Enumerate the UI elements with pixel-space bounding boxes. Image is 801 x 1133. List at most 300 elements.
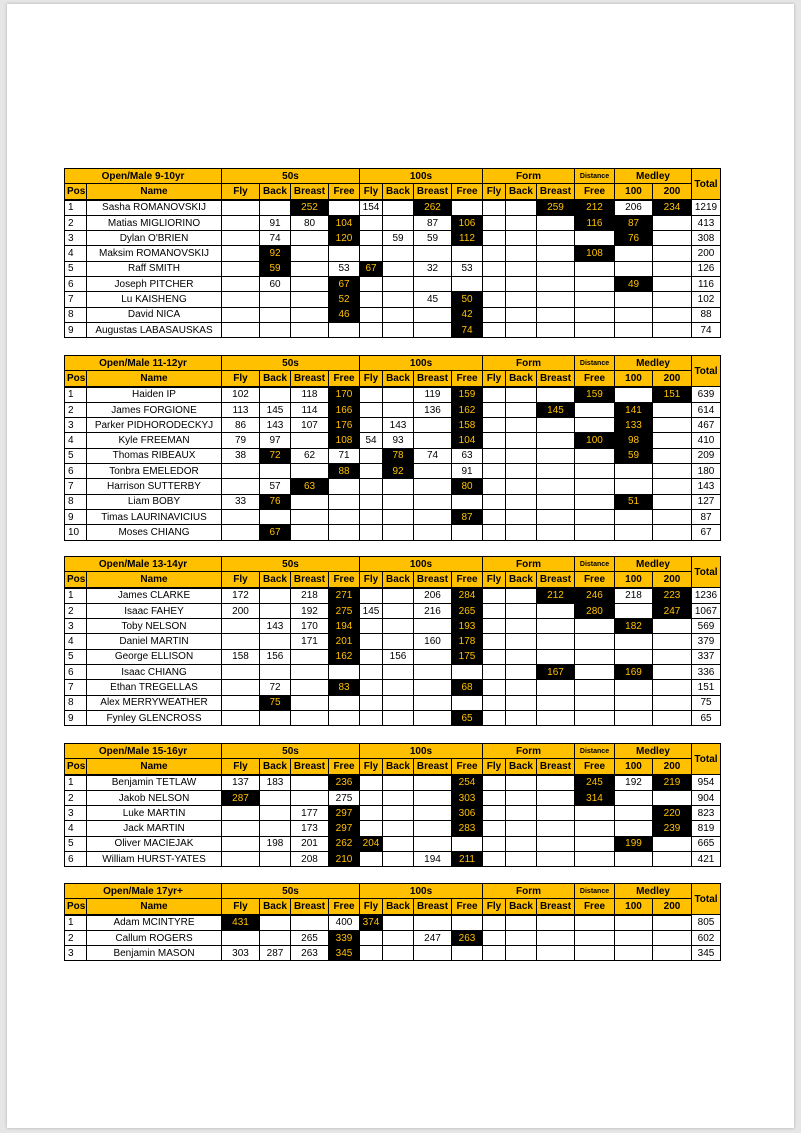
column-header: Fly: [222, 572, 260, 588]
best-score-cell: 116: [575, 215, 615, 230]
score-cell: 145: [360, 603, 383, 618]
score-cell: [615, 915, 653, 931]
score-cell: 206: [615, 200, 653, 216]
total-cell: 200: [692, 246, 721, 261]
best-score-cell: 211: [452, 852, 483, 867]
score-cell: [537, 277, 575, 292]
group-header: Distance: [575, 169, 615, 184]
score-cell: [506, 292, 537, 307]
score-cell: [615, 307, 653, 322]
score-cell: [537, 433, 575, 448]
total-header: Total: [692, 744, 721, 775]
table-row: [65, 215, 721, 230]
score-cell: 192: [291, 603, 329, 618]
score-cell: [506, 790, 537, 805]
pos-cell: 7: [65, 680, 87, 695]
score-cell: [260, 915, 291, 931]
score-cell: [383, 852, 414, 867]
score-cell: 119: [414, 387, 452, 403]
column-header: Fly: [222, 899, 260, 915]
best-score-cell: 254: [452, 775, 483, 791]
pos-cell: 1: [65, 915, 87, 931]
score-cell: [537, 915, 575, 931]
score-cell: [222, 277, 260, 292]
column-header: Fly: [222, 184, 260, 200]
score-cell: 198: [260, 836, 291, 851]
score-cell: [360, 634, 383, 649]
score-cell: [291, 322, 329, 337]
score-cell: [653, 494, 692, 509]
score-cell: [575, 261, 615, 276]
score-cell: [483, 852, 506, 867]
score-cell: [575, 292, 615, 307]
score-cell: [222, 821, 260, 836]
column-header: Free: [329, 184, 360, 200]
column-header-row: [65, 371, 721, 387]
score-cell: [383, 402, 414, 417]
column-header: Back: [506, 184, 537, 200]
score-cell: [360, 946, 383, 961]
score-cell: [222, 464, 260, 479]
score-cell: 303: [222, 946, 260, 961]
score-cell: [653, 634, 692, 649]
column-header: Breast: [291, 572, 329, 588]
group-header: Form: [483, 557, 575, 572]
score-cell: [414, 246, 452, 261]
score-cell: [383, 588, 414, 604]
score-cell: [383, 387, 414, 403]
score-cell: 156: [383, 649, 414, 664]
score-cell: [414, 649, 452, 664]
column-header-row: [65, 184, 721, 200]
score-cell: [506, 665, 537, 680]
best-score-cell: 178: [452, 634, 483, 649]
column-header: Fly: [360, 572, 383, 588]
section-title: Open/Male 11-12yr: [65, 356, 222, 371]
score-cell: [329, 525, 360, 540]
pos-cell: 4: [65, 246, 87, 261]
score-cell: 32: [414, 261, 452, 276]
score-cell: [575, 710, 615, 725]
column-header-row: [65, 572, 721, 588]
column-header: Free: [452, 371, 483, 387]
total-cell: 1236: [692, 588, 721, 604]
score-cell: [452, 915, 483, 931]
score-cell: [653, 619, 692, 634]
score-cell: [329, 509, 360, 524]
table-row: [65, 231, 721, 246]
score-cell: 287: [260, 946, 291, 961]
score-cell: 107: [291, 418, 329, 433]
column-header: Breast: [414, 759, 452, 775]
column-header: Back: [383, 184, 414, 200]
name-cell: Harrison SUTTERBY: [87, 479, 222, 494]
score-cell: [483, 710, 506, 725]
score-cell: [537, 448, 575, 463]
score-cell: [383, 836, 414, 851]
score-cell: [483, 307, 506, 322]
score-cell: [360, 509, 383, 524]
group-header-row: [65, 356, 721, 371]
best-score-cell: 65: [452, 710, 483, 725]
score-cell: 114: [291, 402, 329, 417]
group-header: 100s: [360, 744, 483, 759]
pos-header: Pos: [65, 371, 87, 387]
column-header: Fly: [360, 759, 383, 775]
score-cell: [483, 479, 506, 494]
best-score-cell: 98: [615, 433, 653, 448]
score-cell: 80: [291, 215, 329, 230]
section-title: Open/Male 13-14yr: [65, 557, 222, 572]
score-cell: [537, 710, 575, 725]
score-cell: [360, 402, 383, 417]
score-cell: [260, 806, 291, 821]
best-score-cell: 141: [615, 402, 653, 417]
column-header: Free: [452, 184, 483, 200]
score-cell: [260, 930, 291, 945]
total-cell: 336: [692, 665, 721, 680]
best-score-cell: 239: [653, 821, 692, 836]
score-cell: [222, 307, 260, 322]
group-header-row: [65, 169, 721, 184]
score-cell: [506, 680, 537, 695]
table-row: [65, 387, 721, 403]
score-cell: [575, 231, 615, 246]
name-cell: Isaac FAHEY: [87, 603, 222, 618]
score-cell: [575, 946, 615, 961]
pos-cell: 4: [65, 433, 87, 448]
score-cell: [360, 806, 383, 821]
score-cell: [414, 680, 452, 695]
score-cell: [506, 215, 537, 230]
table-row: [65, 680, 721, 695]
name-cell: James FORGIONE: [87, 402, 222, 417]
score-cell: [260, 387, 291, 403]
score-cell: [615, 946, 653, 961]
column-header: Breast: [537, 371, 575, 387]
table-row: [65, 322, 721, 337]
score-cell: [653, 464, 692, 479]
score-cell: [615, 649, 653, 664]
pos-cell: 8: [65, 695, 87, 710]
table-row: [65, 634, 721, 649]
score-cell: [653, 292, 692, 307]
score-cell: [537, 231, 575, 246]
score-cell: [222, 680, 260, 695]
column-header: Breast: [291, 184, 329, 200]
score-cell: [414, 509, 452, 524]
best-score-cell: 212: [537, 588, 575, 604]
score-cell: [291, 277, 329, 292]
table-row: [65, 525, 721, 540]
score-cell: [360, 418, 383, 433]
score-cell: [537, 479, 575, 494]
score-cell: [537, 806, 575, 821]
best-score-cell: 67: [260, 525, 291, 540]
score-cell: [506, 836, 537, 851]
score-cell: 102: [222, 387, 260, 403]
column-header: Breast: [291, 759, 329, 775]
score-cell: [291, 695, 329, 710]
total-cell: 151: [692, 680, 721, 695]
score-cell: [452, 695, 483, 710]
name-cell: Haiden IP: [87, 387, 222, 403]
score-cell: [483, 619, 506, 634]
pos-cell: 5: [65, 836, 87, 851]
total-cell: 308: [692, 231, 721, 246]
total-cell: 413: [692, 215, 721, 230]
column-header: Fly: [360, 371, 383, 387]
score-cell: [653, 695, 692, 710]
best-score-cell: 87: [615, 215, 653, 230]
score-cell: [615, 479, 653, 494]
score-cell: [653, 231, 692, 246]
score-cell: [537, 387, 575, 403]
score-cell: [506, 930, 537, 945]
score-cell: [575, 852, 615, 867]
section-title: Open/Male 9-10yr: [65, 169, 222, 184]
best-score-cell: 87: [452, 509, 483, 524]
best-score-cell: 303: [452, 790, 483, 805]
total-cell: 602: [692, 930, 721, 945]
score-cell: [506, 806, 537, 821]
column-header: Free: [452, 572, 483, 588]
score-cell: [537, 946, 575, 961]
column-header: Breast: [414, 371, 452, 387]
best-score-cell: 76: [260, 494, 291, 509]
table-row: [65, 649, 721, 664]
pos-cell: 4: [65, 821, 87, 836]
score-cell: [260, 307, 291, 322]
score-cell: [452, 494, 483, 509]
pos-cell: 5: [65, 649, 87, 664]
best-score-cell: 76: [615, 231, 653, 246]
group-header: Medley: [615, 744, 692, 759]
best-score-cell: 234: [653, 200, 692, 216]
score-cell: [222, 710, 260, 725]
best-score-cell: 271: [329, 588, 360, 604]
name-cell: Augustas LABASAUSKAS: [87, 322, 222, 337]
pos-cell: 3: [65, 806, 87, 821]
score-cell: [506, 821, 537, 836]
name-cell: Callum ROGERS: [87, 930, 222, 945]
score-cell: [483, 603, 506, 618]
best-score-cell: 63: [291, 479, 329, 494]
score-cell: [383, 246, 414, 261]
total-cell: 569: [692, 619, 721, 634]
score-cell: [291, 307, 329, 322]
pos-cell: 8: [65, 307, 87, 322]
group-header: Medley: [615, 557, 692, 572]
column-header: Back: [383, 759, 414, 775]
score-cell: [483, 525, 506, 540]
score-cell: [506, 246, 537, 261]
score-cell: [537, 509, 575, 524]
best-score-cell: 51: [615, 494, 653, 509]
name-cell: Sasha ROMANOVSKIJ: [87, 200, 222, 216]
score-cell: [575, 665, 615, 680]
best-score-cell: 287: [222, 790, 260, 805]
best-score-cell: 182: [615, 619, 653, 634]
name-cell: Matias MIGLIORINO: [87, 215, 222, 230]
total-cell: 65: [692, 710, 721, 725]
best-score-cell: 212: [575, 200, 615, 216]
name-cell: Adam MCINTYRE: [87, 915, 222, 931]
total-cell: 88: [692, 307, 721, 322]
score-cell: [506, 915, 537, 931]
pos-cell: 7: [65, 292, 87, 307]
total-cell: 143: [692, 479, 721, 494]
score-cell: 156: [260, 649, 291, 664]
table-row: [65, 307, 721, 322]
score-cell: 143: [383, 418, 414, 433]
score-cell: [414, 695, 452, 710]
score-cell: [222, 806, 260, 821]
group-header: Medley: [615, 356, 692, 371]
score-cell: [615, 525, 653, 540]
total-cell: 410: [692, 433, 721, 448]
pos-cell: 2: [65, 790, 87, 805]
score-cell: [222, 292, 260, 307]
column-header: 200: [653, 899, 692, 915]
score-cell: [360, 588, 383, 604]
score-cell: [360, 680, 383, 695]
pos-cell: 1: [65, 200, 87, 216]
score-cell: [329, 494, 360, 509]
column-header: 100: [615, 184, 653, 200]
best-score-cell: 162: [452, 402, 483, 417]
group-header: 50s: [222, 557, 360, 572]
score-cell: 74: [260, 231, 291, 246]
table-row: [65, 433, 721, 448]
total-cell: 467: [692, 418, 721, 433]
score-cell: [360, 821, 383, 836]
score-cell: 192: [615, 775, 653, 791]
group-header: 50s: [222, 356, 360, 371]
score-cell: [506, 710, 537, 725]
score-cell: [291, 292, 329, 307]
score-cell: [506, 509, 537, 524]
score-cell: [383, 479, 414, 494]
score-cell: [260, 852, 291, 867]
score-cell: [483, 246, 506, 261]
name-cell: Ethan TREGELLAS: [87, 680, 222, 695]
score-cell: [653, 649, 692, 664]
score-cell: [222, 509, 260, 524]
name-cell: Benjamin TETLAW: [87, 775, 222, 791]
score-cell: [653, 322, 692, 337]
best-score-cell: 104: [329, 215, 360, 230]
score-cell: [537, 852, 575, 867]
score-cell: 86: [222, 418, 260, 433]
score-cell: [222, 246, 260, 261]
score-cell: [483, 695, 506, 710]
name-cell: Daniel MARTIN: [87, 634, 222, 649]
name-cell: Oliver MACIEJAK: [87, 836, 222, 851]
total-cell: 954: [692, 775, 721, 791]
column-header: 200: [653, 572, 692, 588]
score-cell: [537, 836, 575, 851]
score-cell: [653, 307, 692, 322]
best-score-cell: 108: [575, 246, 615, 261]
score-cell: [506, 603, 537, 618]
column-header: Free: [329, 759, 360, 775]
score-cell: [291, 915, 329, 931]
best-score-cell: 100: [575, 433, 615, 448]
name-cell: Liam BOBY: [87, 494, 222, 509]
score-cell: [414, 307, 452, 322]
score-cell: 63: [452, 448, 483, 463]
score-cell: [653, 665, 692, 680]
column-header: Breast: [414, 184, 452, 200]
score-cell: [414, 821, 452, 836]
score-cell: [260, 665, 291, 680]
column-header: Back: [260, 899, 291, 915]
score-cell: [452, 665, 483, 680]
score-cell: [383, 790, 414, 805]
table-row: [65, 695, 721, 710]
best-score-cell: 159: [575, 387, 615, 403]
best-score-cell: 345: [329, 946, 360, 961]
column-header: Free: [575, 184, 615, 200]
total-cell: 1067: [692, 603, 721, 618]
score-cell: [291, 775, 329, 791]
score-cell: [483, 464, 506, 479]
pos-cell: 9: [65, 710, 87, 725]
column-header: Breast: [291, 899, 329, 915]
score-cell: [260, 634, 291, 649]
score-cell: [414, 915, 452, 931]
total-cell: 1219: [692, 200, 721, 216]
pos-header: Pos: [65, 759, 87, 775]
score-cell: [506, 277, 537, 292]
best-score-cell: 297: [329, 806, 360, 821]
best-score-cell: 162: [329, 649, 360, 664]
score-cell: 60: [260, 277, 291, 292]
best-score-cell: 176: [329, 418, 360, 433]
table-row: [65, 852, 721, 867]
score-cell: [537, 775, 575, 791]
best-score-cell: 194: [329, 619, 360, 634]
column-header: Fly: [222, 759, 260, 775]
column-header: Fly: [360, 184, 383, 200]
best-score-cell: 259: [537, 200, 575, 216]
score-cell: [383, 509, 414, 524]
score-cell: 400: [329, 915, 360, 931]
score-cell: 183: [260, 775, 291, 791]
score-cell: [291, 790, 329, 805]
score-cell: [360, 307, 383, 322]
score-cell: [483, 231, 506, 246]
score-cell: [222, 634, 260, 649]
pos-cell: 1: [65, 775, 87, 791]
name-cell: Benjamin MASON: [87, 946, 222, 961]
best-score-cell: 67: [360, 261, 383, 276]
score-cell: [506, 619, 537, 634]
score-cell: 143: [260, 418, 291, 433]
score-cell: [575, 494, 615, 509]
score-cell: [452, 836, 483, 851]
score-cell: [260, 588, 291, 604]
score-cell: 145: [260, 402, 291, 417]
score-cell: [575, 509, 615, 524]
column-header: Free: [575, 899, 615, 915]
name-cell: Timas LAURINAVICIUS: [87, 509, 222, 524]
pos-cell: 5: [65, 448, 87, 463]
score-cell: [360, 775, 383, 791]
score-cell: [537, 464, 575, 479]
total-cell: 337: [692, 649, 721, 664]
